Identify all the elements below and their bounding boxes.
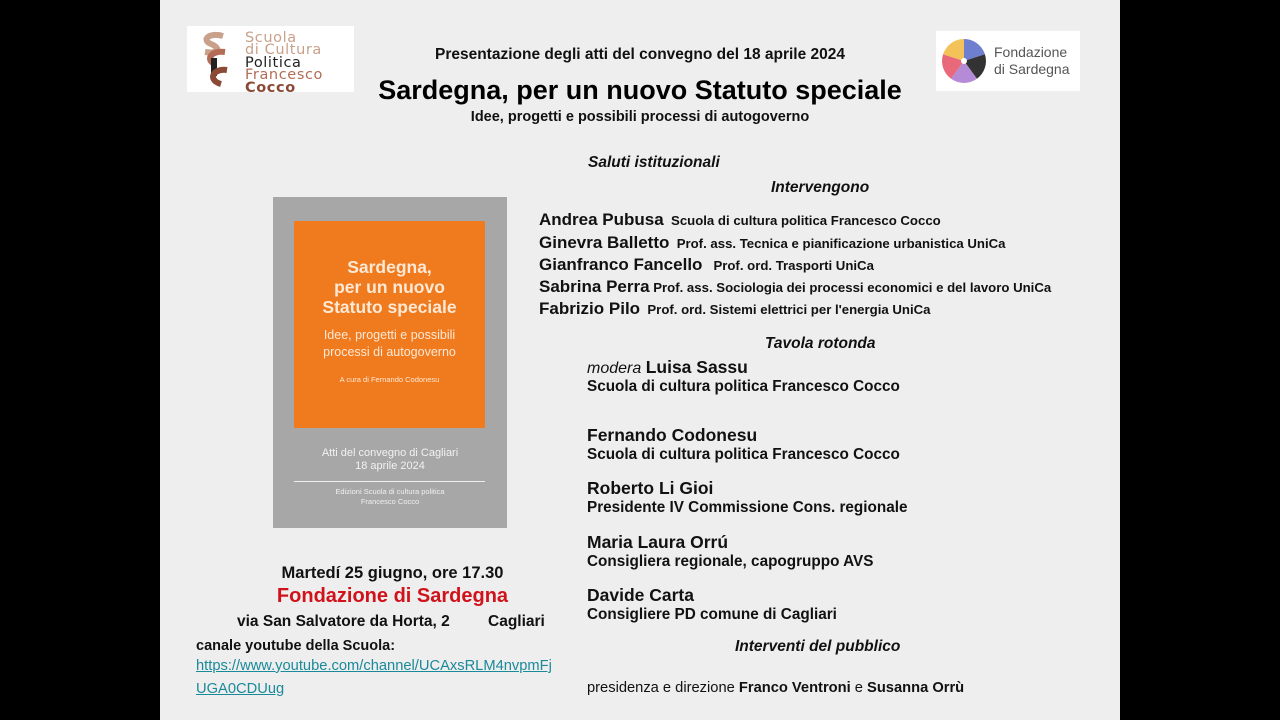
book-publisher-line: Francesco Cocco (360, 497, 420, 506)
panelist (587, 425, 900, 464)
speaker-role: Scuola di cultura politica Francesco Cocco (671, 213, 941, 228)
moderator (587, 357, 900, 396)
speaker-name: Sabrina Perra (539, 277, 650, 296)
logo-line: Fondazione (994, 44, 1068, 60)
panelist-name: Davide Carta (587, 585, 694, 605)
speaker-row (539, 299, 930, 319)
speaker-row (539, 255, 874, 275)
presidenza-prefix: presidenza e direzione (587, 680, 739, 696)
book-subtitle-line: processi di autogoverno (323, 345, 456, 359)
speaker-role: Prof. ass. Sociologia dei processi economici e del lavoro UniCa (653, 280, 1052, 295)
presidenza-name: Franco Ventroni (738, 680, 851, 696)
book-atti-line: 18 aprile 2024 (355, 460, 425, 472)
speaker-name: Andrea Pubusa (539, 210, 664, 229)
presidenza (587, 680, 964, 696)
speaker-row (539, 233, 1006, 253)
book-publisher-line: Edizioni Scuola di cultura politica (335, 487, 445, 496)
youtube-link[interactable]: https://www.youtube.com/channel/UCAxsRLM4nvpmFj (196, 658, 552, 674)
logo-line: Scuola (245, 30, 297, 46)
book-cover-panel (294, 221, 485, 428)
slide (160, 0, 1120, 720)
event-venue: Fondazione di Sardegna (276, 585, 509, 607)
speaker-row (539, 277, 1051, 297)
youtube-label: canale youtube della Scuola: (196, 638, 396, 654)
divider (294, 481, 485, 482)
event-date: Martedí 25 giugno, ore 17.30 (281, 564, 504, 582)
book-cover (273, 197, 507, 528)
panelist-role: Scuola di cultura politica Francesco Cocco (587, 446, 900, 463)
book-subtitle-line: Idee, progetti e possibili (323, 328, 456, 342)
intervengono-heading: Intervengono (771, 179, 870, 196)
book-atti-line: Atti del convegno di Cagliari (321, 447, 459, 459)
book-title-line: Sardegna, (347, 257, 432, 277)
speaker-role: Prof. ord. Sistemi elettrici per l'energia UniCa (647, 302, 931, 317)
pretitle: Presentazione degli atti del convegno del 18 aprile 2024 (434, 46, 846, 63)
logo-line: di Cultura (245, 42, 322, 59)
subtitle: Idee, progetti e possibili processi di autogoverno (470, 109, 810, 125)
event-city: Cagliari (488, 613, 545, 630)
panelist (587, 585, 837, 624)
panelist (587, 532, 873, 571)
saluti-heading: Saluti istituzionali (588, 154, 720, 171)
speaker-row (539, 210, 941, 230)
panelist-role: Presidente IV Commissione Cons. regionale (587, 499, 908, 516)
logo-line: Politica (245, 54, 302, 71)
panelist-name: Fernando Codonesu (587, 425, 758, 445)
speaker-role: Prof. ord. Trasporti UniCa (713, 258, 874, 273)
speaker-name: Ginevra Balletto (539, 233, 670, 252)
moderator-role: Scuola di cultura politica Francesco Cocco (587, 378, 900, 395)
speaker-name: Fabrizio Pilo (539, 299, 641, 318)
panelist-role: Consigliere PD comune di Cagliari (587, 606, 837, 623)
presidenza-and: e (850, 680, 868, 696)
pubblico-heading: Interventi del pubblico (735, 638, 901, 655)
logo-line: Francesco (245, 67, 324, 84)
panelist-name: Maria Laura Orrú (587, 532, 729, 552)
youtube-link-cont[interactable]: UGA0CDUug (196, 681, 285, 697)
page-title: Sardegna, per un nuovo Statuto speciale (378, 75, 902, 105)
book-curator: A cura di Fernando Codonesu (339, 375, 440, 384)
moderator-prefix: modera (587, 360, 642, 377)
logo-line: di Sardegna (994, 61, 1070, 77)
moderator-name: Luisa Sassu (645, 357, 748, 377)
event-address: via San Salvatore da Horta, 2 (237, 613, 450, 630)
panelist (587, 478, 907, 517)
panelist-name: Roberto Li Gioi (587, 478, 714, 498)
book-title-line: Statuto speciale (322, 297, 457, 317)
book-title-line: per un nuovo (334, 277, 445, 297)
logo-line: Cocco (245, 79, 296, 96)
tavola-heading: Tavola rotonda (765, 335, 876, 352)
speaker-role: Prof. ass. Tecnica e pianificazione urbanistica UniCa (676, 236, 1006, 251)
speaker-name: Gianfranco Fancello (539, 255, 703, 274)
panelist-role: Consigliera regionale, capogruppo AVS (587, 553, 874, 570)
presidenza-name: Susanna Orrù (867, 680, 965, 696)
